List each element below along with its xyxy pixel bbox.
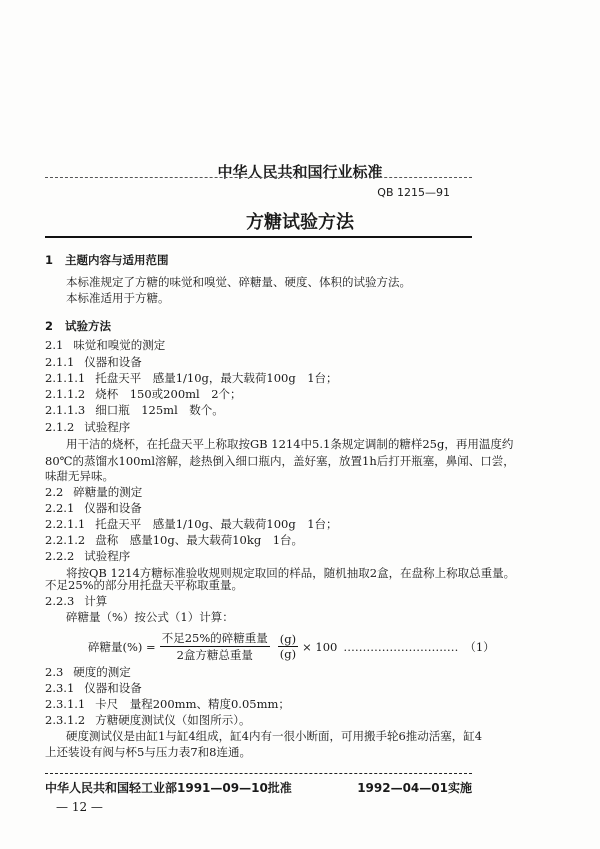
formula-unit-denominator: (g) <box>279 647 297 661</box>
formula-1 <box>88 630 495 663</box>
issuing-authority: 中华人民共和国行业标准 <box>217 163 383 181</box>
clause-number: 2.3.1.2 <box>45 713 86 727</box>
clause-number: 2.2.3 <box>45 594 75 608</box>
clause-line <box>45 403 224 417</box>
clause-number: 2 <box>45 319 54 333</box>
paragraph-line <box>66 437 513 451</box>
section-heading <box>45 319 111 333</box>
clause-line <box>45 594 107 608</box>
document-title: 方糖试验方法 <box>246 212 354 233</box>
formula-denominator: 2盒方糖总重量 <box>176 648 253 662</box>
line-text: 硬度的测定 <box>73 665 131 679</box>
title-divider <box>45 236 472 238</box>
clause-line <box>45 697 290 711</box>
line-text: 味甜无异味。 <box>45 469 114 483</box>
paragraph-line <box>45 745 251 759</box>
clause-number: 2.1 <box>45 338 64 352</box>
line-text: 本标准适用于方糖。 <box>66 291 170 305</box>
clause-number: 2.2.1.2 <box>45 533 86 547</box>
page-number: — 12 — <box>56 800 103 814</box>
paragraph-line <box>66 729 482 743</box>
clause-number: 2.1.1 <box>45 355 75 369</box>
formula-leader-dots: ………………………… <box>343 639 459 654</box>
approval-note: 中华人民共和国轻工业部1991—09—10批准 <box>45 781 292 795</box>
line-text: 上还装设有阀与杯5与压力表7和8连通。 <box>45 745 251 759</box>
clause-number: 2.1.1.2 <box>45 387 86 401</box>
implementation-date: 1992—04—01实施 <box>357 781 472 795</box>
formula-lhs: 碎糖量(%) = <box>88 639 156 654</box>
footer-divider <box>45 773 472 774</box>
clause-line <box>45 665 131 679</box>
clause-line <box>45 501 142 515</box>
paragraph-line <box>45 578 243 592</box>
line-text: 仪器和设备 <box>84 681 142 695</box>
line-text: 盘称 感量10g、最大载荷10kg 1台。 <box>95 533 304 547</box>
paragraph-line <box>45 454 515 468</box>
standard-code: QB 1215—91 <box>377 186 450 199</box>
clause-line <box>45 371 338 385</box>
line-text: 细口瓶 125ml 数个。 <box>95 403 224 417</box>
line-text: 仪器和设备 <box>84 501 142 515</box>
clause-line <box>45 549 130 563</box>
formula-number: （1） <box>464 639 495 654</box>
paragraph-line <box>66 610 234 624</box>
clause-number: 2.1.2 <box>45 420 75 434</box>
line-text: 本标准规定了方糖的味觉和嗅觉、碎糖量、硬度、体积的试验方法。 <box>66 275 411 289</box>
line-text: 80℃的蒸馏水100ml溶解，趁热倒入细口瓶内，盖好塞，放置1h后打开瓶塞，鼻闻、口尝， <box>45 454 515 468</box>
line-text: 托盘天平 感量1/10g、最大载荷100g 1台； <box>95 517 338 531</box>
clause-line <box>45 355 142 369</box>
section-heading <box>45 253 169 267</box>
line-text: 计算 <box>84 594 108 608</box>
clause-line <box>45 517 338 531</box>
formula-numerator: 不足25%的碎糖重量 <box>161 631 268 645</box>
header-divider <box>45 177 472 178</box>
clause-line <box>45 713 250 727</box>
line-text: 味觉和嗅觉的测定 <box>73 338 166 352</box>
formula-unit-numerator: (g) <box>279 632 297 646</box>
line-text: 试验程序 <box>84 420 131 434</box>
clause-line <box>45 338 165 352</box>
paragraph-line <box>66 275 411 289</box>
line-text: 试验方法 <box>65 319 111 333</box>
clause-number: 1 <box>45 253 54 267</box>
line-text: 主题内容与适用范围 <box>65 253 169 267</box>
clause-number: 2.2 <box>45 485 64 499</box>
paragraph-line <box>66 291 170 305</box>
paragraph-line <box>45 469 114 483</box>
clause-number: 2.3.1 <box>45 681 75 695</box>
line-text: 硬度测试仪是由缸1与缸4组成，缸4内有一很小断面，可用搬手轮6推动活塞，缸4 <box>66 729 483 743</box>
line-text: 卡尺 量程200mm、精度0.05mm； <box>95 697 290 711</box>
clause-line <box>45 420 130 434</box>
clause-number: 2.3.1.1 <box>45 697 86 711</box>
line-text: 碎糖量的测定 <box>73 485 143 499</box>
line-text: 试验程序 <box>84 549 131 563</box>
line-text: 仪器和设备 <box>84 355 142 369</box>
clause-number: 2.2.2 <box>45 549 75 563</box>
clause-number: 2.2.1 <box>45 501 75 515</box>
line-text: 托盘天平 感量1/10g，最大载荷100g 1台； <box>95 371 338 385</box>
line-text: 烧杯 150或200ml 2个； <box>95 387 242 401</box>
formula-units <box>278 632 298 661</box>
clause-line <box>45 533 303 547</box>
line-text: 碎糖量（%）按公式（1）计算： <box>66 610 234 624</box>
clause-number: 2.3 <box>45 665 64 679</box>
line-text: 方糖硬度测试仪（如图所示）。 <box>95 713 251 727</box>
clause-number: 2.1.1.1 <box>45 371 86 385</box>
clause-number: 2.2.1.1 <box>45 517 86 531</box>
line-text: 将按QB 1214方糖标准验收规则规定取回的样品，随机抽取2盒，在盘称上称取总重量。 <box>66 566 516 580</box>
line-text: 不足25%的部分用托盘天平称取重量。 <box>45 578 244 592</box>
formula-fraction <box>160 630 270 663</box>
clause-line <box>45 485 142 499</box>
clause-number: 2.1.1.3 <box>45 403 86 417</box>
clause-line <box>45 681 142 695</box>
formula-multiplier: × 100 <box>302 639 338 654</box>
line-text: 用干洁的烧杯，在托盘天平上称取按GB 1214中5.1条规定调制的糖样25g，再用温度约 <box>66 437 514 451</box>
clause-line <box>45 387 242 401</box>
